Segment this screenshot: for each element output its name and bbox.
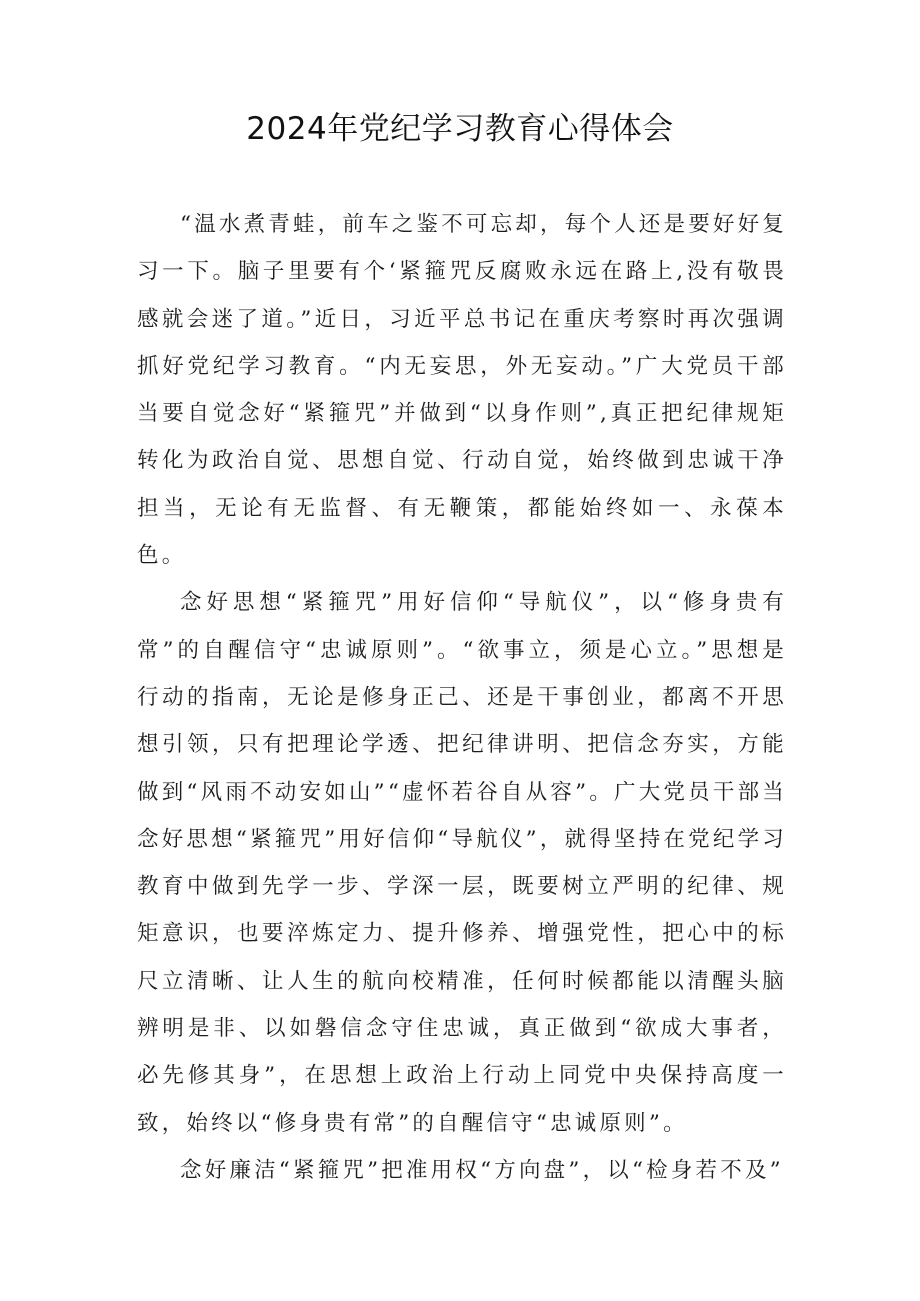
document-title: 2024年党纪学习教育心得体会 xyxy=(246,111,674,147)
paragraph-integrity: 念好廉洁“紧箍咒”把准用权“方向盘”，以“检身若不及” xyxy=(180,1157,784,1183)
paragraph-intro: “温水煮青蛙，前车之鉴不可忘却，每个人还是要好好复习一下。脑子里要有个‘紧箍咒反腐败永远在路上,没有敬畏感就会迷了道。”近日，习近平总书记在重庆考察时再次强调抓好党纪学习教育。“内无妄思，外无妄动。”广大党员干部当要自觉念好“紧箍咒”并做到“以身作则”,真正把纪律规矩转化为政治自觉、思想自觉、行动自觉，始终做到忠诚干净担当，无论有无监督、有无鞭策，都能始终如一、永葆本色。 xyxy=(137,212,787,569)
document-body xyxy=(137,201,787,1194)
paragraph-thought: 念好思想“紧箍咒”用好信仰“导航仪”，以“修身贵有常”的自醒信守“忠诚原则”。“欲事立，须是心立。”思想是行动的指南，无论是修身正己、还是干事创业，都离不开思想引领，只有把理论学透、把纪律讲明、把信念夯实，方能做到“风雨不动安如山”“虚怀若谷自从容”。广大党员干部当念好思想“紧箍咒”用好信仰“导航仪”，就得坚持在党纪学习教育中做到先学一步、学深一层，既要树立严明的纪律、规矩意识，也要淬炼定力、提升修养、增强党性，把心中的标尺立清晰、让人生的航向校精准，任何时候都能以清醒头脑辨明是非、以如磐信念守住忠诚，真正做到“欲成大事者，必先修其身”，在思想上政治上行动上同党中央保持高度一致，始终以“修身贵有常”的自醒信守“忠诚原则”。 xyxy=(137,590,787,1136)
